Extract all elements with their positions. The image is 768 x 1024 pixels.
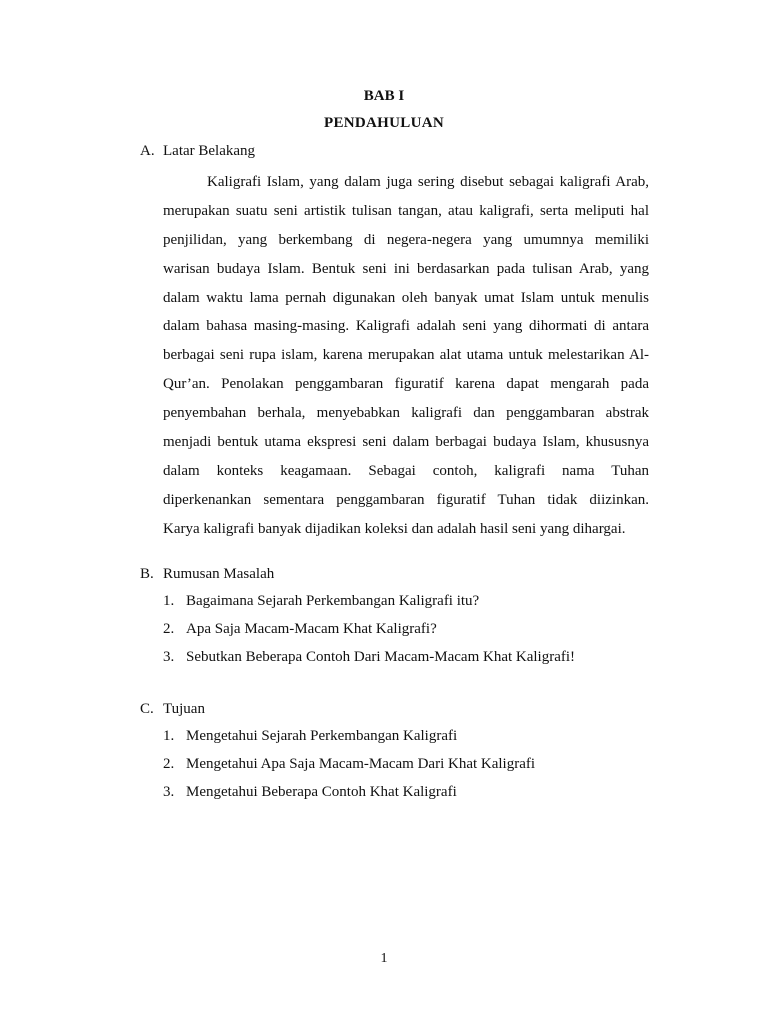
list-text: Mengetahui Sejarah Perkembangan Kaligrafi <box>186 728 458 744</box>
section-b-letter: B. <box>140 566 154 582</box>
list-item <box>163 587 575 615</box>
list-number: 1. <box>163 728 175 744</box>
paragraph-line: warisan budaya Islam. Bentuk seni ini berdasarkan pada tulisan Arab, yang <box>163 260 649 277</box>
paragraph-line: dalam waktu lama pernah digunakan oleh banyak umat Islam untuk menulis <box>163 289 649 306</box>
chapter-number: BAB I <box>363 88 405 104</box>
chapter-title: PENDAHULUAN <box>324 115 444 131</box>
section-a-letter: A. <box>140 143 155 159</box>
objective-list <box>163 722 535 806</box>
section-b-title: Rumusan Masalah <box>163 566 275 582</box>
list-text: Mengetahui Beberapa Contoh Khat Kaligrafi <box>186 784 457 800</box>
paragraph-line: dalam konteks keagamaan. Sebagai contoh, kaligrafi nama Tuhan <box>163 462 649 479</box>
list-item <box>163 722 535 750</box>
list-number: 2. <box>163 756 175 772</box>
list-item <box>163 778 535 806</box>
paragraph-line: penjilidan, yang berkembang di negera-negera yang umumnya memiliki <box>163 231 649 248</box>
paragraph-line: Kaligrafi Islam, yang dalam juga sering disebut sebagai kaligrafi Arab, <box>207 174 649 190</box>
list-number: 3. <box>163 649 175 665</box>
section-a-title: Latar Belakang <box>163 143 256 159</box>
section-c-title: Tujuan <box>163 701 205 717</box>
list-text: Mengetahui Apa Saja Macam-Macam Dari Khat Kaligrafi <box>186 756 536 772</box>
section-c-heading <box>140 701 205 718</box>
section-b-heading <box>140 566 274 583</box>
paragraph-line: Qur’an. Penolakan penggambaran figuratif karena dapat mengarah pada <box>163 376 649 393</box>
list-text: Sebutkan Beberapa Contoh Dari Macam-Macam Khat Kaligrafi! <box>186 649 576 665</box>
paragraph-line: berbagai seni rupa islam, karena merupakan alat utama untuk melestarikan Al- <box>163 347 649 364</box>
background-paragraph <box>163 168 649 544</box>
list-text: Bagaimana Sejarah Perkembangan Kaligrafi itu? <box>186 593 480 609</box>
paragraph-line: diperkenankan sementara penggambaran figuratif Tuhan tidak diizinkan. <box>163 491 649 508</box>
paragraph-line: Karya kaligrafi banyak dijadikan koleksi dan adalah hasil seni yang dihargai. <box>163 520 626 537</box>
list-number: 1. <box>163 593 175 609</box>
paragraph-line: penyembahan berhala, menyebabkan kaligrafi dan penggambaran abstrak <box>163 405 649 422</box>
list-number: 3. <box>163 784 175 800</box>
list-item <box>163 643 575 671</box>
paragraph-line: merupakan suatu seni artistik tulisan tangan, atau kaligrafi, serta meliputi hal <box>163 202 649 219</box>
problem-list <box>163 587 575 671</box>
paragraph-line: dalam bahasa masing-masing. Kaligrafi adalah seni yang dihormati di antara <box>163 318 649 335</box>
list-item <box>163 750 535 778</box>
section-c-letter: C. <box>140 701 154 717</box>
list-number: 2. <box>163 621 175 637</box>
paragraph-line: menjadi bentuk utama ekspresi seni dalam berbagai budaya Islam, khususnya <box>163 434 649 451</box>
list-text: Apa Saja Macam-Macam Khat Kaligrafi? <box>186 621 437 637</box>
section-a-heading <box>140 143 255 160</box>
list-item <box>163 615 575 643</box>
page-number: 1 <box>380 951 388 966</box>
